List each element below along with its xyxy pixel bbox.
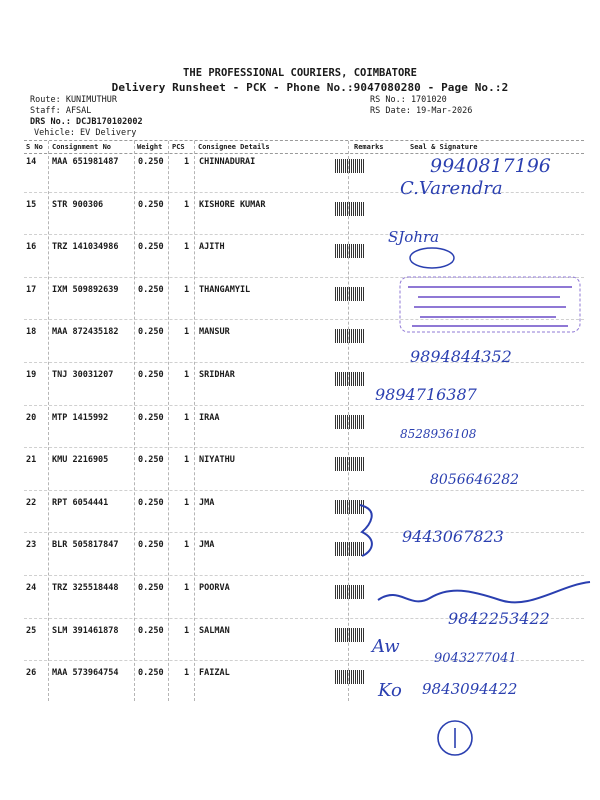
vehicle-label: Vehicle: EV Delivery (34, 128, 137, 138)
staff-label: Staff: AFSAL (30, 106, 92, 116)
row-weight: 0.250 (138, 498, 164, 508)
row-weight: 0.250 (138, 327, 164, 337)
row-consignee: MANSUR (199, 327, 230, 337)
col-weight: Weight (137, 143, 163, 151)
row-consignment: STR 900306 (52, 200, 104, 210)
row-sno: 20 (26, 413, 37, 423)
row-weight: 0.250 (138, 583, 164, 593)
row-consignee: IRAA (199, 413, 220, 423)
row-consignment: KMU 2216905 (52, 455, 109, 465)
row-pcs: 1 (184, 370, 190, 380)
row-consignee: CHINNADURAI (199, 157, 256, 167)
rs-date: RS Date: 19-Mar-2026 (370, 106, 473, 116)
row-sno: 16 (26, 242, 37, 252)
row-weight: 0.250 (138, 242, 164, 252)
row-consignment: TRZ 141034986 (52, 242, 119, 252)
row-consignment: MAA 651981487 (52, 157, 119, 167)
handwritten-phone-9: 9843094422 (422, 680, 518, 698)
row-consignment: RPT 6054441 (52, 498, 109, 508)
col-sno: S No (26, 143, 43, 151)
row-weight: 0.250 (138, 668, 164, 678)
handwritten-phone-8: 9043277041 (434, 651, 517, 666)
row-consignment: TRZ 325518448 (52, 583, 119, 593)
row-consignment: TNJ 30031207 (52, 370, 114, 380)
handwritten-name-2: SJohra (388, 228, 440, 246)
handwritten-phone-1: 9940817196 (430, 155, 551, 177)
row-weight: 0.250 (138, 370, 164, 380)
col-consignment: Consignment No (52, 143, 112, 151)
row-pcs: 1 (184, 540, 190, 550)
stamp-oval (410, 248, 454, 268)
rs-number: RS No.: 1701020 (370, 95, 447, 105)
handwritten-phone-3: 9894716387 (375, 385, 477, 404)
row-consignee: SALMAN (199, 626, 230, 636)
handwritten-initials: Aw (372, 636, 400, 657)
row-consignee: POORVA (199, 583, 230, 593)
handwritten-name-1: C.Varendra (400, 178, 503, 199)
row-weight: 0.250 (138, 157, 164, 167)
row-pcs: 1 (184, 242, 190, 252)
handwritten-phone-4: 8528936108 (400, 427, 477, 441)
row-consignment: IXM 509892639 (52, 285, 119, 295)
row-pcs: 1 (184, 413, 190, 423)
row-weight: 0.250 (138, 285, 164, 295)
row-pcs: 1 (184, 157, 190, 167)
row-consignee: KISHORE KUMAR (199, 200, 266, 210)
row-consignee: AJITH (199, 242, 225, 252)
company-stamp (400, 277, 580, 332)
row-consignment: SLM 391461878 (52, 626, 119, 636)
row-weight: 0.250 (138, 455, 164, 465)
row-consignment: BLR 505817847 (52, 540, 119, 550)
row-pcs: 1 (184, 583, 190, 593)
row-weight: 0.250 (138, 413, 164, 423)
signature-scribble-1 (360, 505, 372, 556)
route-label: Route: KUNIMUTHUR (30, 95, 117, 105)
row-sno: 25 (26, 626, 37, 636)
row-pcs: 1 (184, 455, 190, 465)
drs-number: DRS No.: DCJB170102002 (30, 117, 143, 127)
row-sno: 21 (26, 455, 37, 465)
row-weight: 0.250 (138, 540, 164, 550)
row-sno: 26 (26, 668, 37, 678)
row-weight: 0.250 (138, 626, 164, 636)
row-consignment: MAA 573964754 (52, 668, 119, 678)
row-consignment: MAA 872435182 (52, 327, 119, 337)
row-sno: 14 (26, 157, 37, 167)
row-pcs: 1 (184, 200, 190, 210)
row-consignee: JMA (199, 498, 215, 508)
company-title: THE PROFESSIONAL COURIERS, COIMBATORE (183, 67, 417, 79)
handwritten-phone-5: 8056646282 (430, 472, 520, 488)
row-sno: 22 (26, 498, 37, 508)
handwritten-phone-2: 9894844352 (410, 347, 512, 366)
handwritten-phone-6: 9443067823 (402, 527, 504, 546)
col-remarks: Remarks (354, 143, 384, 151)
handwritten-mark: Ko (378, 680, 402, 701)
row-consignee: NIYATHU (199, 455, 235, 465)
row-consignment: MTP 1415992 (52, 413, 109, 423)
row-consignee: THANGAMYIL (199, 285, 251, 295)
row-pcs: 1 (184, 285, 190, 295)
row-sno: 24 (26, 583, 37, 593)
row-sno: 23 (26, 540, 37, 550)
runsheet-subtitle: Delivery Runsheet - PCK - Phone No.:9047080280 - Page No.:2 (111, 81, 509, 94)
row-weight: 0.250 (138, 200, 164, 210)
row-sno: 18 (26, 327, 37, 337)
row-sno: 19 (26, 370, 37, 380)
row-consignee: FAIZAL (199, 668, 230, 678)
col-pcs: PCS (172, 143, 185, 151)
row-pcs: 1 (184, 498, 190, 508)
row-consignee: JMA (199, 540, 215, 550)
handwritten-phone-7: 9842253422 (448, 609, 550, 628)
signature-scribble-2 (378, 582, 590, 602)
row-pcs: 1 (184, 327, 190, 337)
row-pcs: 1 (184, 626, 190, 636)
row-sno: 15 (26, 200, 37, 210)
col-seal: Seal & Signature (410, 143, 478, 151)
row-pcs: 1 (184, 668, 190, 678)
col-consignee: Consignee Details (198, 143, 270, 151)
row-sno: 17 (26, 285, 37, 295)
row-consignee: SRIDHAR (199, 370, 235, 380)
